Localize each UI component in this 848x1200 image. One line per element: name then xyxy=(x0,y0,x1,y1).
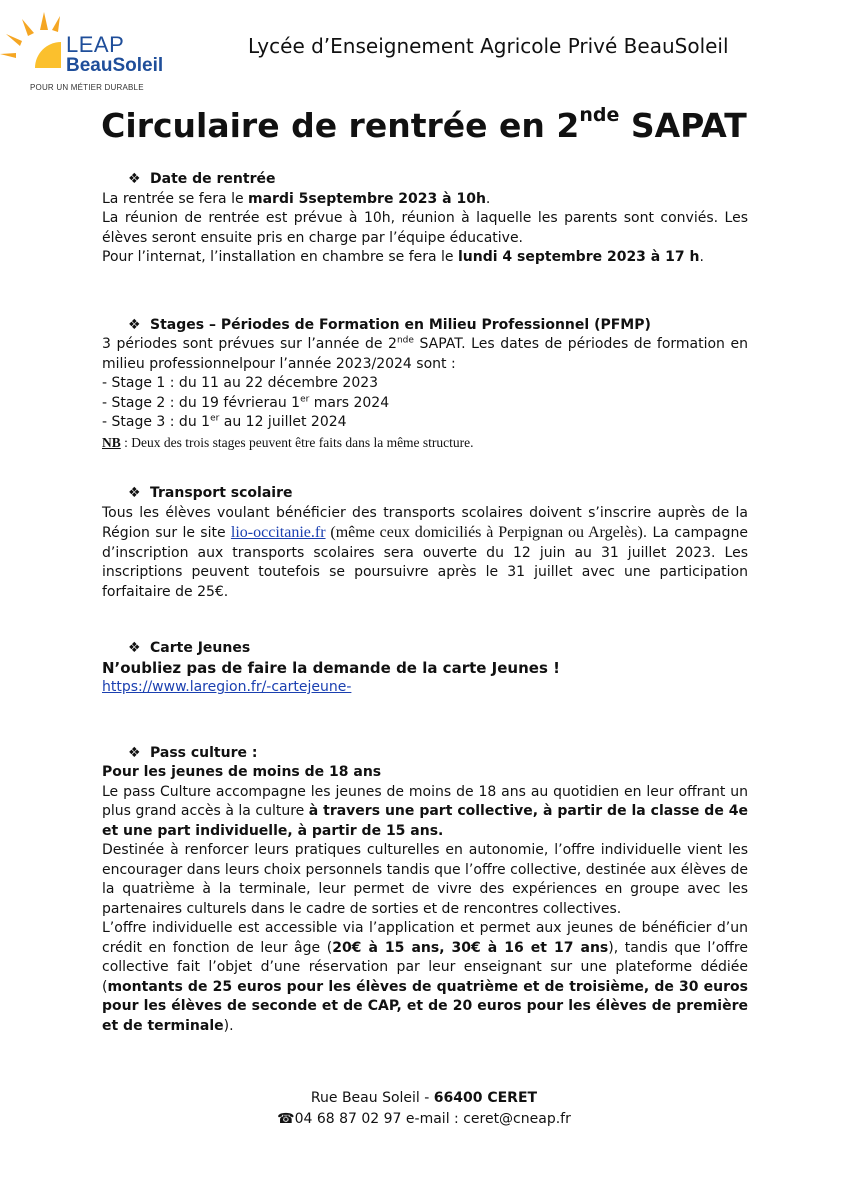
stage-1: - Stage 1 : du 11 au 22 décembre 2023 xyxy=(102,375,379,391)
carte-jeune-link[interactable]: https://www.laregion.fr/-cartejeune- xyxy=(102,679,352,695)
bullet-icon: ❖ xyxy=(128,171,141,187)
sun-logo-icon xyxy=(0,10,70,80)
circular-content xyxy=(102,170,748,1036)
page-title: Circulaire de rentrée en 2nde SAPAT xyxy=(101,104,747,145)
logo-leap-text: LEAP xyxy=(66,32,125,57)
bullet-icon: ❖ xyxy=(128,316,141,333)
logo-tagline: POUR UN MÉTIER DURABLE xyxy=(30,83,144,92)
section-heading-carte: ❖ Carte Jeunes xyxy=(102,639,748,659)
transport-text: Tous les élèves voulant bénéficier des transports scolaires doivent s’inscrire auprès de la Région sur le site lio-occitanie.fr (même ceux domiciliés à Perpignan ou Argelès). La campagne d’inscription aux transports scolaires sera ouverte du 12 juin au 31 juillet 2023. Les inscriptions peuvent toutefois se poursuivre après le 31 juillet avec une participation forfaitaire de 25€. xyxy=(102,504,748,600)
date-line-1: La rentrée se fera le mardi 5septembre 2023 à 10h. xyxy=(102,190,491,207)
stages-intro: 3 périodes sont prévues sur l’année de 2nde SAPAT. Les dates de périodes de formation en milieu professionnelpour l’année 2023/2024 sont : xyxy=(102,335,748,372)
bullet-icon: ❖ xyxy=(128,485,141,501)
section-heading-stages: ❖ Stages – Périodes de Formation en Milieu Professionnel (PFMP) xyxy=(102,316,748,336)
section-heading-date: ❖ Date de rentrée xyxy=(102,170,748,190)
pass-subheading: Pour les jeunes de moins de 18 ans xyxy=(102,764,382,780)
logo-beausoleil-text: BeauSoleil xyxy=(66,55,164,76)
footer-contact: ☎04 68 87 02 97 e-mail : ceret@cneap.fr xyxy=(277,1111,571,1127)
date-line-3: Pour l’internat, l’installation en chambre se fera le lundi 4 septembre 2023 à 17 h. xyxy=(102,249,704,265)
phone-icon: ☎ xyxy=(277,1111,295,1127)
bullet-icon: ❖ xyxy=(128,744,141,761)
lio-occitanie-link[interactable]: lio-occitanie.fr xyxy=(230,524,326,541)
stages-note: NB : Deux des trois stages peuvent être faits dans la même structure. xyxy=(102,434,474,450)
stage-3: - Stage 3 : du 1er au 12 juillet 2024 xyxy=(102,413,347,430)
pass-paragraph-3: L’offre individuelle est accessible via l’application et permet aux jeunes de bénéficier d’un crédit en fonction de leur âge (20€ à 15 ans, 30€ à 16 et 17 ans), tandis que l’offre collective fait l’objet d’une réservation par leur enseignant sur une plateforme dédiée (montants de 25 euros pour les élèves de quatrième et de troisième, de 30 euros pour les élèves de seconde et de CAP, et de 20 euros pour les élèves de première et de terminale). xyxy=(102,920,748,1034)
date-line-2: La réunion de rentrée est prévue à 10h, réunion à laquelle les parents sont conviés. Les élèves seront ensuite pris en charge par l’équipe éducative. xyxy=(102,210,748,246)
pass-paragraph-2: Destinée à renforcer leurs pratiques culturelles en autonomie, l’offre individuelle vient les encourager dans leurs choix personnels tandis que l’offre collective, destinée aux élèves de la quatrième à la terminale, leur permet de vivre des expériences en groupe avec les partenaires culturels dans le cadre de sorties et de rencontres collectives. xyxy=(102,842,748,917)
pass-paragraph-1: Le pass Culture accompagne les jeunes de moins de 18 ans au quotidien en leur offrant un plus grand accès à la culture à travers une part collective, à partir de la classe de 4e et une part individuelle, à partir de 15 ans. xyxy=(102,783,748,839)
footer-address: Rue Beau Soleil - 66400 CERET xyxy=(310,1090,538,1106)
stage-2: - Stage 2 : du 19 févrierau 1er mars 2024 xyxy=(102,393,390,411)
section-heading-pass: ❖ Pass culture : xyxy=(102,744,748,764)
school-name: Lycée d’Enseignement Agricole Privé BeauSoleil xyxy=(248,34,729,58)
bullet-icon: ❖ xyxy=(128,640,141,656)
school-logo xyxy=(0,10,170,90)
section-heading-transport: ❖ Transport scolaire xyxy=(102,484,748,504)
carte-reminder: N’oubliez pas de faire la demande de la carte Jeunes ! xyxy=(102,658,560,677)
